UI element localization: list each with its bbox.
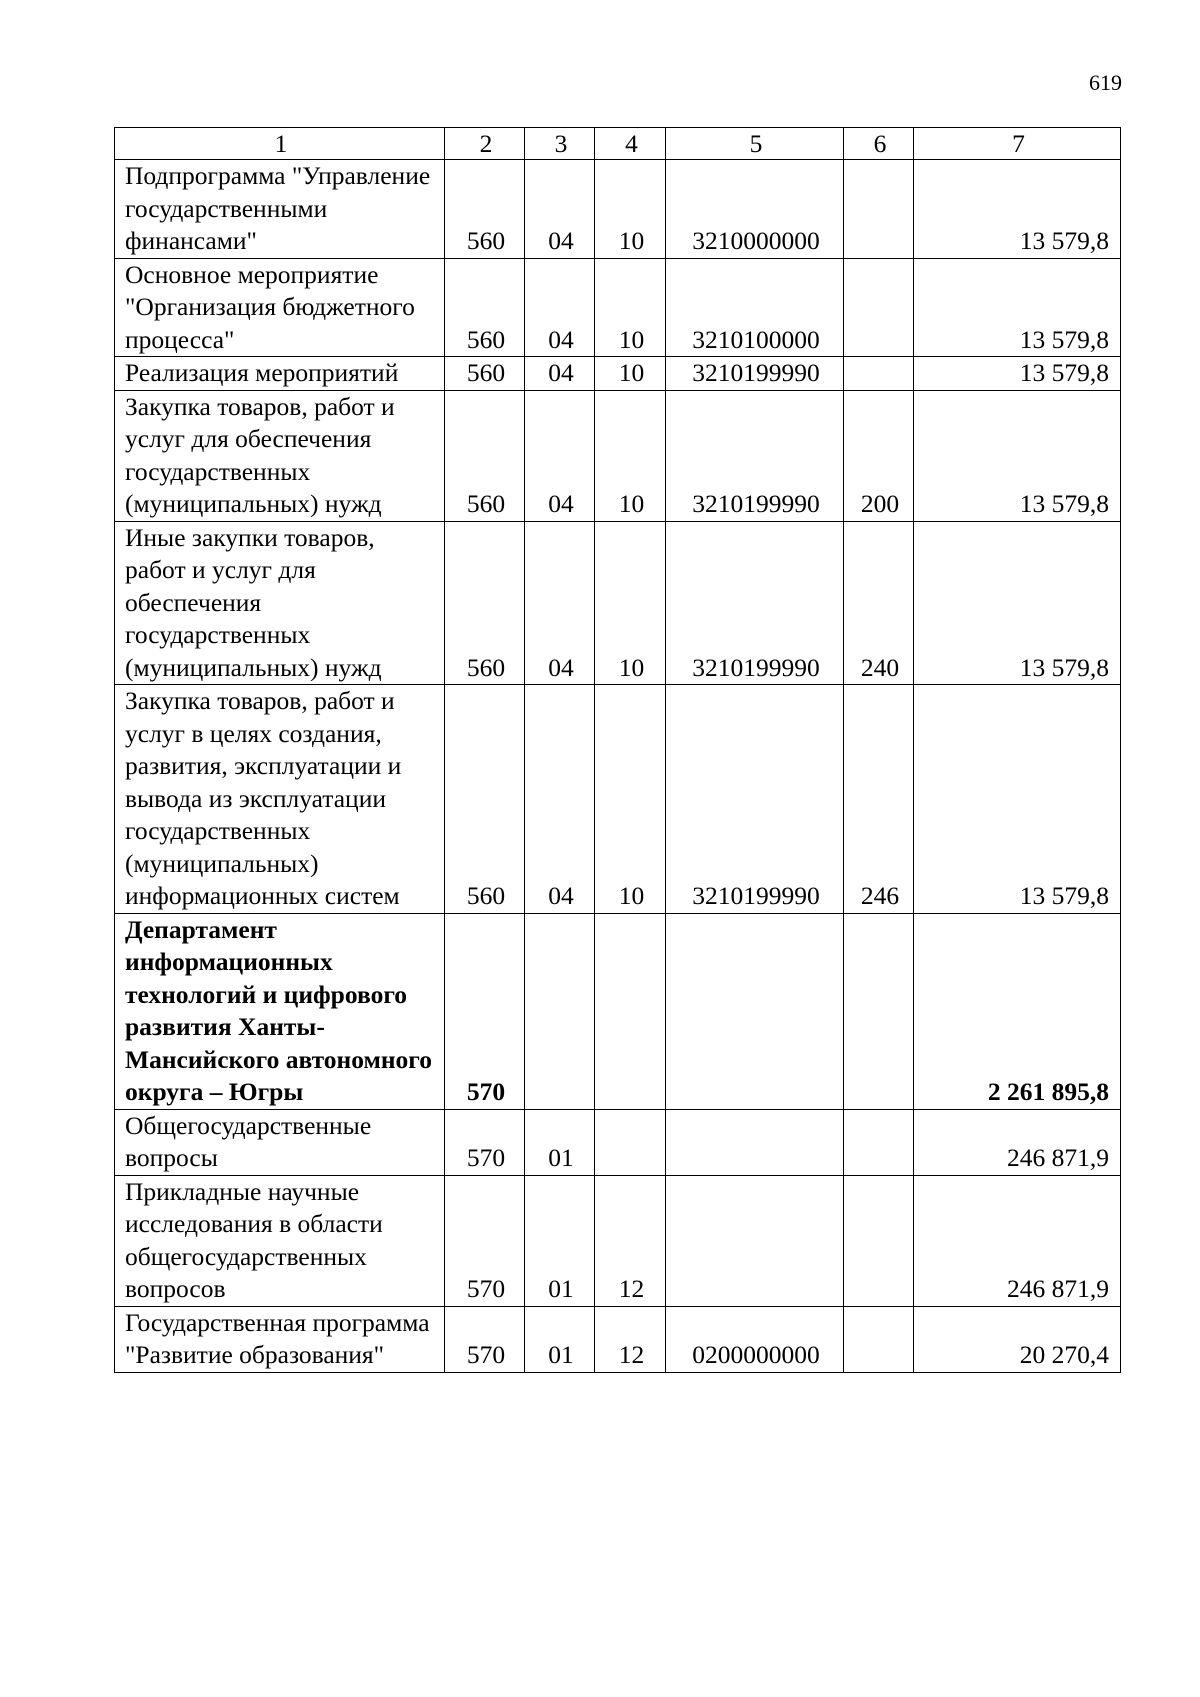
- row-amount-cell: 2 261 895,8: [914, 913, 1121, 1109]
- row-code-2-cell: 560: [445, 357, 525, 391]
- row-code-3-cell: 04: [525, 521, 595, 685]
- row-name-cell: Закупка товаров, работ и услуг в целях создания, развития, эксплуатации и вывода из эксплуатации государственных (муниципальных) информационных систем: [115, 685, 445, 914]
- row-amount-cell: 246 871,9: [914, 1175, 1121, 1306]
- row-code-2-cell: 560: [445, 258, 525, 357]
- table-row: [115, 1175, 1121, 1306]
- row-code-5-cell: 3210199990: [666, 521, 844, 685]
- row-code-4-cell: [595, 1109, 666, 1175]
- row-code-3-cell: 04: [525, 160, 595, 259]
- row-name-cell: Общегосударственные вопросы: [115, 1109, 445, 1175]
- table-row: [115, 913, 1121, 1109]
- row-code-4-cell: 10: [595, 685, 666, 914]
- row-name-cell: Подпрограмма "Управление государственными финансами": [115, 160, 445, 259]
- table-row: [115, 258, 1121, 357]
- row-name-cell: Департамент информационных технологий и цифрового развития Ханты-Мансийского автономного округа – Югры: [115, 913, 445, 1109]
- row-code-3-cell: 01: [525, 1175, 595, 1306]
- row-code-6-cell: [844, 258, 914, 357]
- row-amount-cell: 13 579,8: [914, 258, 1121, 357]
- row-code-2-cell: 570: [445, 913, 525, 1109]
- row-code-4-cell: [595, 913, 666, 1109]
- row-code-6-cell: [844, 1306, 914, 1372]
- table-row: [115, 357, 1121, 391]
- table-body: [115, 160, 1121, 1373]
- row-code-5-cell: [666, 1109, 844, 1175]
- row-code-2-cell: 570: [445, 1109, 525, 1175]
- row-code-4-cell: 10: [595, 357, 666, 391]
- budget-table: [114, 127, 1121, 1373]
- row-code-2-cell: 560: [445, 685, 525, 914]
- row-code-5-cell: [666, 913, 844, 1109]
- row-code-6-cell: 240: [844, 521, 914, 685]
- row-code-5-cell: 3210199990: [666, 390, 844, 521]
- row-code-5-cell: [666, 1175, 844, 1306]
- page-number: 619: [1089, 70, 1122, 95]
- row-code-2-cell: 570: [445, 1175, 525, 1306]
- header-cell-3: 3: [525, 128, 595, 160]
- header-cell-1: 1: [115, 128, 445, 160]
- row-name-cell: Основное мероприятие "Организация бюджетного процесса": [115, 258, 445, 357]
- table-row: [115, 1306, 1121, 1372]
- row-code-3-cell: 04: [525, 390, 595, 521]
- row-code-3-cell: [525, 913, 595, 1109]
- row-code-5-cell: 3210000000: [666, 160, 844, 259]
- header-cell-7: 7: [914, 128, 1121, 160]
- row-code-6-cell: 200: [844, 390, 914, 521]
- row-code-4-cell: 10: [595, 521, 666, 685]
- row-code-5-cell: 3210199990: [666, 357, 844, 391]
- row-code-6-cell: [844, 357, 914, 391]
- header-cell-5: 5: [666, 128, 844, 160]
- row-amount-cell: 13 579,8: [914, 160, 1121, 259]
- row-amount-cell: 13 579,8: [914, 521, 1121, 685]
- row-amount-cell: 13 579,8: [914, 390, 1121, 521]
- table-header-row: [115, 128, 1121, 160]
- row-code-4-cell: 12: [595, 1175, 666, 1306]
- table-row: [115, 1109, 1121, 1175]
- row-code-2-cell: 560: [445, 390, 525, 521]
- row-code-3-cell: 01: [525, 1109, 595, 1175]
- row-code-5-cell: 0200000000: [666, 1306, 844, 1372]
- row-name-cell: Прикладные научные исследования в области общегосударственных вопросов: [115, 1175, 445, 1306]
- table-row: [115, 390, 1121, 521]
- row-code-3-cell: 04: [525, 258, 595, 357]
- row-name-cell: Закупка товаров, работ и услуг для обеспечения государственных (муниципальных) нужд: [115, 390, 445, 521]
- row-code-3-cell: 04: [525, 357, 595, 391]
- row-name-cell: Реализация мероприятий: [115, 357, 445, 391]
- table-row: [115, 685, 1121, 914]
- row-code-6-cell: [844, 1175, 914, 1306]
- row-code-4-cell: 10: [595, 160, 666, 259]
- row-code-3-cell: 04: [525, 685, 595, 914]
- header-cell-2: 2: [445, 128, 525, 160]
- row-code-6-cell: [844, 913, 914, 1109]
- row-code-5-cell: 3210100000: [666, 258, 844, 357]
- row-amount-cell: 20 270,4: [914, 1306, 1121, 1372]
- row-name-cell: Государственная программа "Развитие образования": [115, 1306, 445, 1372]
- row-code-4-cell: 10: [595, 390, 666, 521]
- table-row: [115, 521, 1121, 685]
- row-code-2-cell: 570: [445, 1306, 525, 1372]
- row-code-6-cell: [844, 1109, 914, 1175]
- row-code-4-cell: 12: [595, 1306, 666, 1372]
- header-cell-4: 4: [595, 128, 666, 160]
- header-cell-6: 6: [844, 128, 914, 160]
- row-code-2-cell: 560: [445, 521, 525, 685]
- row-amount-cell: 13 579,8: [914, 357, 1121, 391]
- row-code-4-cell: 10: [595, 258, 666, 357]
- row-code-2-cell: 560: [445, 160, 525, 259]
- row-code-3-cell: 01: [525, 1306, 595, 1372]
- row-amount-cell: 246 871,9: [914, 1109, 1121, 1175]
- row-code-6-cell: [844, 160, 914, 259]
- row-code-5-cell: 3210199990: [666, 685, 844, 914]
- table-row: [115, 160, 1121, 259]
- row-amount-cell: 13 579,8: [914, 685, 1121, 914]
- row-code-6-cell: 246: [844, 685, 914, 914]
- row-name-cell: Иные закупки товаров, работ и услуг для обеспечения государственных (муниципальных) нужд: [115, 521, 445, 685]
